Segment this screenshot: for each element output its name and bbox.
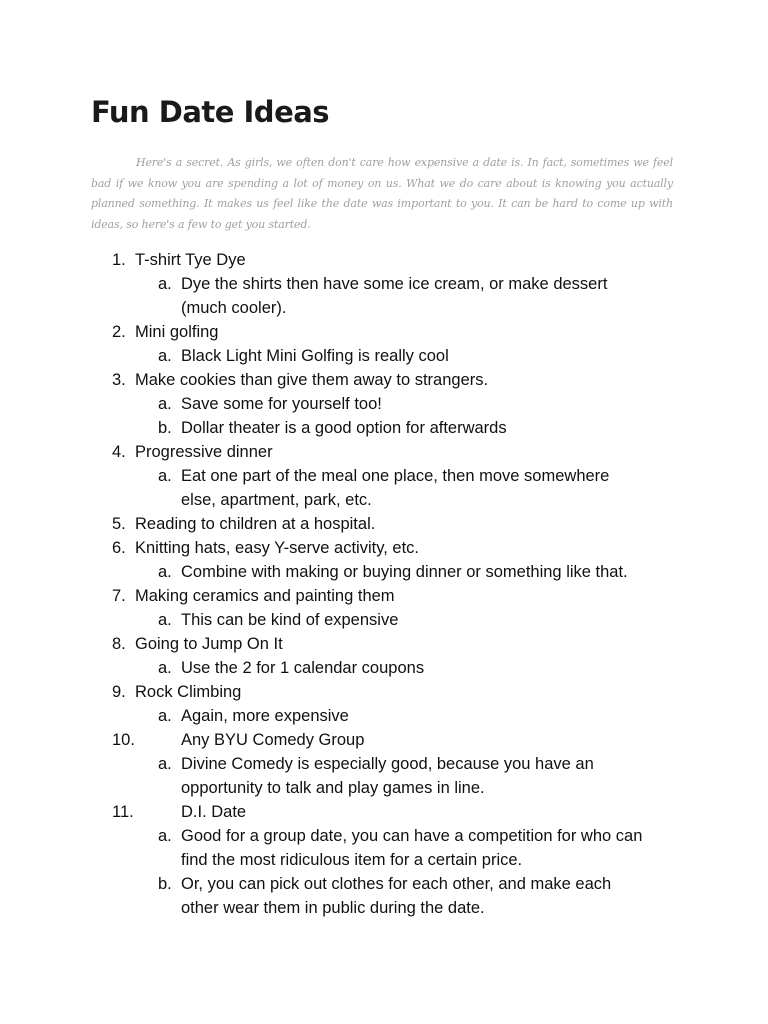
sub-list-item-text: This can be kind of expensive bbox=[181, 611, 399, 629]
sub-list-item-text: Dollar theater is a good option for afterwards bbox=[181, 419, 507, 437]
sub-list-item-continuation bbox=[0, 488, 768, 512]
list-number: 6. bbox=[112, 539, 126, 557]
list-item-text: Making ceramics and painting them bbox=[135, 587, 395, 605]
sub-list-item-text: opportunity to talk and play games in line. bbox=[181, 779, 485, 797]
list-number: 4. bbox=[112, 443, 126, 461]
sub-list-item bbox=[0, 824, 768, 848]
sub-list-item bbox=[0, 704, 768, 728]
list-number: 9. bbox=[112, 683, 126, 701]
sub-list-marker: a. bbox=[158, 707, 172, 725]
sub-list-marker: a. bbox=[158, 827, 172, 845]
list-item-text: Going to Jump On It bbox=[135, 635, 283, 653]
sub-list-item-text: Combine with making or buying dinner or something like that. bbox=[181, 563, 628, 581]
list-item bbox=[0, 512, 768, 536]
sub-list-item-text: Good for a group date, you can have a competition for who can bbox=[181, 827, 643, 845]
list-number: 5. bbox=[112, 515, 126, 533]
sub-list-item-continuation bbox=[0, 776, 768, 800]
sub-list-item bbox=[0, 272, 768, 296]
sub-list-item bbox=[0, 392, 768, 416]
list-number: 8. bbox=[112, 635, 126, 653]
list-item-text: D.I. Date bbox=[181, 803, 247, 821]
sub-list-marker: a. bbox=[158, 755, 172, 773]
sub-list-item bbox=[0, 656, 768, 680]
sub-list-marker: a. bbox=[158, 467, 172, 485]
list-number: 10. bbox=[112, 731, 135, 749]
list-item bbox=[0, 368, 768, 392]
sub-list-item-text: find the most ridiculous item for a certain price. bbox=[181, 851, 523, 869]
intro-paragraph: Here's a secret. As girls, we often don't care how expensive a date is. In fact, sometimes we feel bad if we know you are spending a lot of money on us. What we do care about is knowing you actually planned something. It makes us feel like the date was important to you. It can be hard to come up with ideas, so here's a few to get you started. bbox=[91, 156, 673, 231]
sub-list-item-text: Use the 2 for 1 calendar coupons bbox=[181, 659, 425, 677]
list-number: 1. bbox=[112, 251, 126, 269]
document-title: Fun Date Ideas bbox=[91, 95, 330, 129]
list-item bbox=[0, 248, 768, 272]
sub-list-item-continuation bbox=[0, 848, 768, 872]
sub-list-item-text: else, apartment, park, etc. bbox=[181, 491, 372, 509]
sub-list-item-continuation bbox=[0, 296, 768, 320]
sub-list-item-text: Or, you can pick out clothes for each other, and make each bbox=[181, 875, 612, 893]
list-item-text: Knitting hats, easy Y-serve activity, etc. bbox=[135, 539, 419, 557]
date-ideas-list bbox=[0, 248, 768, 920]
list-item-text: Make cookies than give them away to strangers. bbox=[135, 371, 489, 389]
sub-list-marker: a. bbox=[158, 659, 172, 677]
list-item-text: Mini golfing bbox=[135, 323, 219, 341]
sub-list-marker: a. bbox=[158, 347, 172, 365]
sub-list-item bbox=[0, 560, 768, 584]
list-item bbox=[0, 584, 768, 608]
list-item-text: Progressive dinner bbox=[135, 443, 273, 461]
sub-list-item bbox=[0, 608, 768, 632]
sub-list-item-text: Divine Comedy is especially good, because you have an bbox=[181, 755, 594, 773]
list-number: 7. bbox=[112, 587, 126, 605]
sub-list-marker: a. bbox=[158, 395, 172, 413]
sub-list-marker: b. bbox=[158, 875, 172, 893]
list-item-text: T-shirt Tye Dye bbox=[135, 251, 246, 269]
list-item bbox=[0, 728, 768, 752]
list-item bbox=[0, 536, 768, 560]
sub-list-marker: b. bbox=[158, 419, 172, 437]
list-item bbox=[0, 680, 768, 704]
list-number: 11. bbox=[112, 803, 134, 821]
list-item bbox=[0, 440, 768, 464]
list-item bbox=[0, 320, 768, 344]
sub-list-item-text: Dye the shirts then have some ice cream, or make dessert bbox=[181, 275, 608, 293]
sub-list-item bbox=[0, 344, 768, 368]
sub-list-marker: a. bbox=[158, 275, 172, 293]
list-item-text: Any BYU Comedy Group bbox=[181, 731, 365, 749]
sub-list-marker: a. bbox=[158, 563, 172, 581]
sub-list-item bbox=[0, 752, 768, 776]
list-number: 3. bbox=[112, 371, 126, 389]
list-item bbox=[0, 632, 768, 656]
list-item bbox=[0, 800, 768, 824]
list-number: 2. bbox=[112, 323, 126, 341]
sub-list-item-continuation bbox=[0, 896, 768, 920]
sub-list-item-text: Save some for yourself too! bbox=[181, 395, 382, 413]
sub-list-item-text: other wear them in public during the date. bbox=[181, 899, 485, 917]
sub-list-item-text: Again, more expensive bbox=[181, 707, 349, 725]
list-item-text: Rock Climbing bbox=[135, 683, 242, 701]
sub-list-item-text: Black Light Mini Golfing is really cool bbox=[181, 347, 449, 365]
sub-list-item bbox=[0, 416, 768, 440]
sub-list-marker: a. bbox=[158, 611, 172, 629]
sub-list-item bbox=[0, 872, 768, 896]
list-item-text: Reading to children at a hospital. bbox=[135, 515, 376, 533]
sub-list-item-text: (much cooler). bbox=[181, 299, 287, 317]
sub-list-item-text: Eat one part of the meal one place, then move somewhere bbox=[181, 467, 610, 485]
sub-list-item bbox=[0, 464, 768, 488]
